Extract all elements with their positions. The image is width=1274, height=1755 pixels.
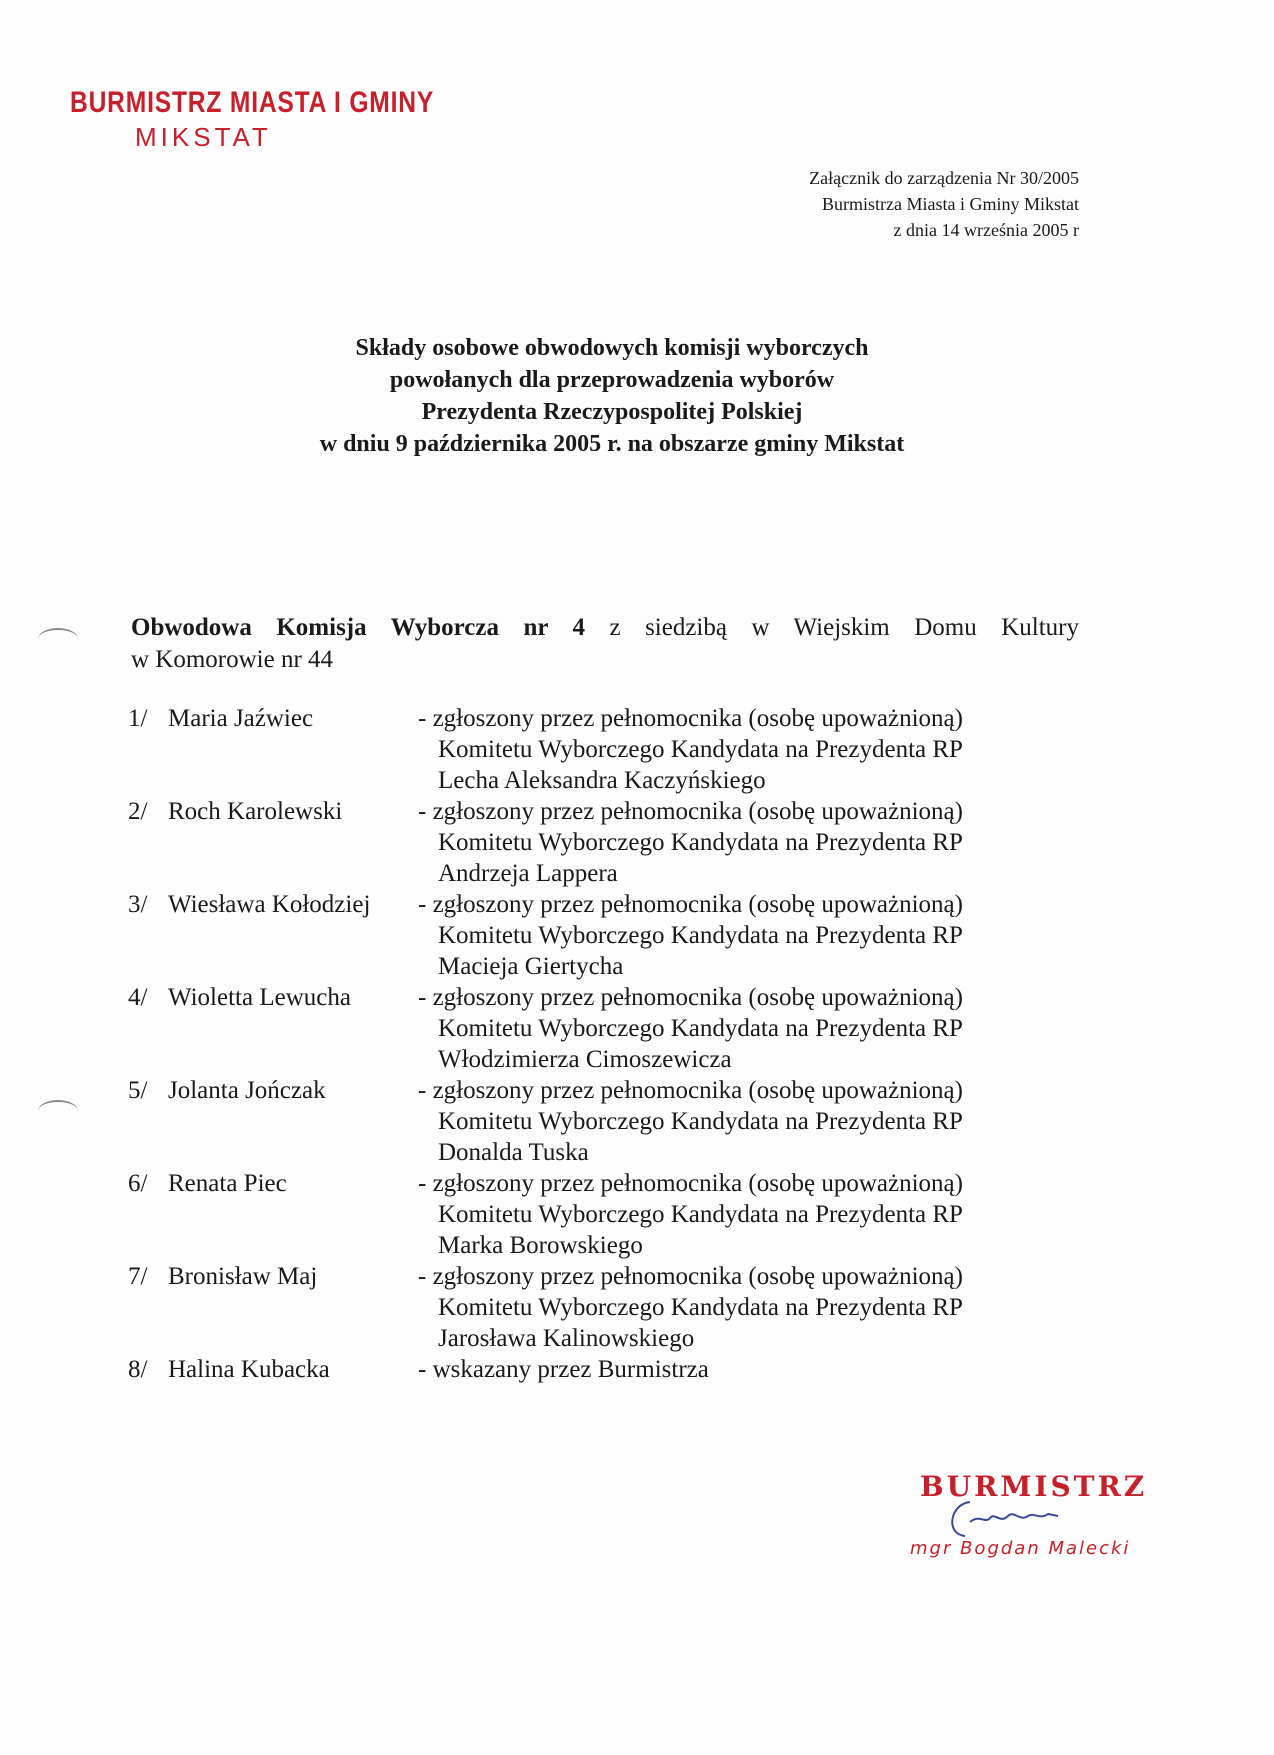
member-desc-line: - wskazany przez Burmistrza [418, 1356, 709, 1383]
member-desc-line: Lecha Aleksandra Kaczyńskiego [438, 767, 766, 794]
member-desc-line: - zgłoszony przez pełnomocnika (osobę upoważnioną) [418, 705, 963, 732]
member-number: 6/ [128, 1170, 148, 1197]
member-desc-line: Komitetu Wyborczego Kandydata na Prezydenta RP [438, 1015, 963, 1042]
margin-mark [38, 1100, 78, 1122]
member-desc-line: Macieja Giertycha [438, 953, 624, 980]
title-line-3: Prezydenta Rzeczypospolitej Polskiej [421, 399, 803, 425]
committee-heading [131, 612, 1079, 644]
members-list [128, 703, 1088, 1385]
member-name: Wioletta Lewucha [168, 984, 351, 1011]
annex-line-2: Burmistrza Miasta i Gminy Mikstat [822, 194, 1079, 214]
committee-seat: z siedzibą w Wiejskim Domu Kultury [585, 614, 1079, 641]
member-name: Halina Kubacka [168, 1356, 330, 1383]
member-desc-line: Komitetu Wyborczego Kandydata na Prezydenta RP [438, 1294, 963, 1321]
document-title [180, 332, 1044, 460]
signature-stamp [900, 1470, 1160, 1580]
office-stamp [70, 86, 514, 153]
member-name: Maria Jaźwiec [168, 705, 314, 732]
member-number: 4/ [128, 984, 148, 1011]
stamp-line-1: BURMISTRZ MIASTA I GMINY [70, 86, 435, 119]
annex-line-3: z dnia 14 września 2005 r [893, 220, 1079, 240]
member-name: Bronisław Maj [168, 1263, 318, 1290]
title-line-2: powołanych dla przeprowadzenia wyborów [389, 367, 835, 393]
member-description [418, 1075, 1088, 1168]
member-desc-line: Marka Borowskiego [438, 1232, 643, 1259]
stamp-line-2: MIKSTAT [135, 122, 272, 152]
member-desc-line: Komitetu Wyborczego Kandydata na Prezydenta RP [438, 1201, 963, 1228]
member-row [128, 703, 1088, 796]
member-desc-line: Komitetu Wyborczego Kandydata na Prezydenta RP [438, 736, 963, 763]
member-desc-line: - zgłoszony przez pełnomocnika (osobę upoważnioną) [418, 891, 963, 918]
member-number: 3/ [128, 891, 148, 918]
member-desc-line: - zgłoszony przez pełnomocnika (osobę upoważnioną) [418, 984, 963, 1011]
member-row [128, 982, 1088, 1075]
member-description [418, 889, 1088, 982]
member-desc-line: Jarosława Kalinowskiego [438, 1325, 695, 1352]
title-line-1: Składy osobowe obwodowych komisji wyborczych [355, 335, 869, 361]
member-desc-line: Andrzeja Lappera [438, 860, 618, 887]
member-desc-line: - zgłoszony przez pełnomocnika (osobę upoważnioną) [418, 1077, 963, 1104]
member-description [418, 796, 1088, 889]
member-name: Wiesława Kołodziej [168, 891, 371, 918]
member-name: Roch Karolewski [168, 798, 343, 825]
member-description [418, 1354, 1088, 1385]
handwritten-signature [940, 1494, 1080, 1544]
member-row [128, 1261, 1088, 1354]
member-row [128, 1075, 1088, 1168]
member-number: 5/ [128, 1077, 148, 1104]
member-row [128, 889, 1088, 982]
member-number: 8/ [128, 1356, 148, 1383]
member-desc-line: - zgłoszony przez pełnomocnika (osobę upoważnioną) [418, 1263, 963, 1290]
member-desc-line: Komitetu Wyborczego Kandydata na Prezydenta RP [438, 922, 963, 949]
member-description [418, 982, 1088, 1075]
member-number: 2/ [128, 798, 148, 825]
member-desc-line: - zgłoszony przez pełnomocnika (osobę upoważnioną) [418, 798, 963, 825]
title-line-4: w dniu 9 października 2005 r. na obszarze gminy Mikstat [319, 431, 905, 457]
member-number: 1/ [128, 705, 148, 732]
signature-stamp-title: BURMISTRZ [920, 1470, 1148, 1503]
annex-line-1: Załącznik do zarządzenia Nr 30/2005 [809, 168, 1079, 188]
margin-mark [38, 628, 78, 650]
committee-name: Obwodowa Komisja Wyborcza nr 4 [131, 614, 585, 641]
member-number: 7/ [128, 1263, 148, 1290]
member-row [128, 796, 1088, 889]
member-description [418, 703, 1088, 796]
member-desc-line: - zgłoszony przez pełnomocnika (osobę upoważnioną) [418, 1170, 963, 1197]
member-row [128, 1168, 1088, 1261]
member-name: Renata Piec [168, 1170, 287, 1197]
committee-address: w Komorowie nr 44 [131, 646, 334, 673]
annex-note [809, 165, 1079, 243]
member-name: Jolanta Jończak [168, 1077, 326, 1104]
member-description [418, 1168, 1088, 1261]
member-desc-line: Komitetu Wyborczego Kandydata na Prezydenta RP [438, 829, 963, 856]
member-desc-line: Donalda Tuska [438, 1139, 589, 1166]
member-description [418, 1261, 1088, 1354]
member-row [128, 1354, 1088, 1385]
signature-stamp-name: mgr Bogdan Malecki [910, 1538, 1131, 1559]
member-desc-line: Komitetu Wyborczego Kandydata na Prezydenta RP [438, 1108, 963, 1135]
member-desc-line: Włodzimierza Cimoszewicza [438, 1046, 732, 1073]
